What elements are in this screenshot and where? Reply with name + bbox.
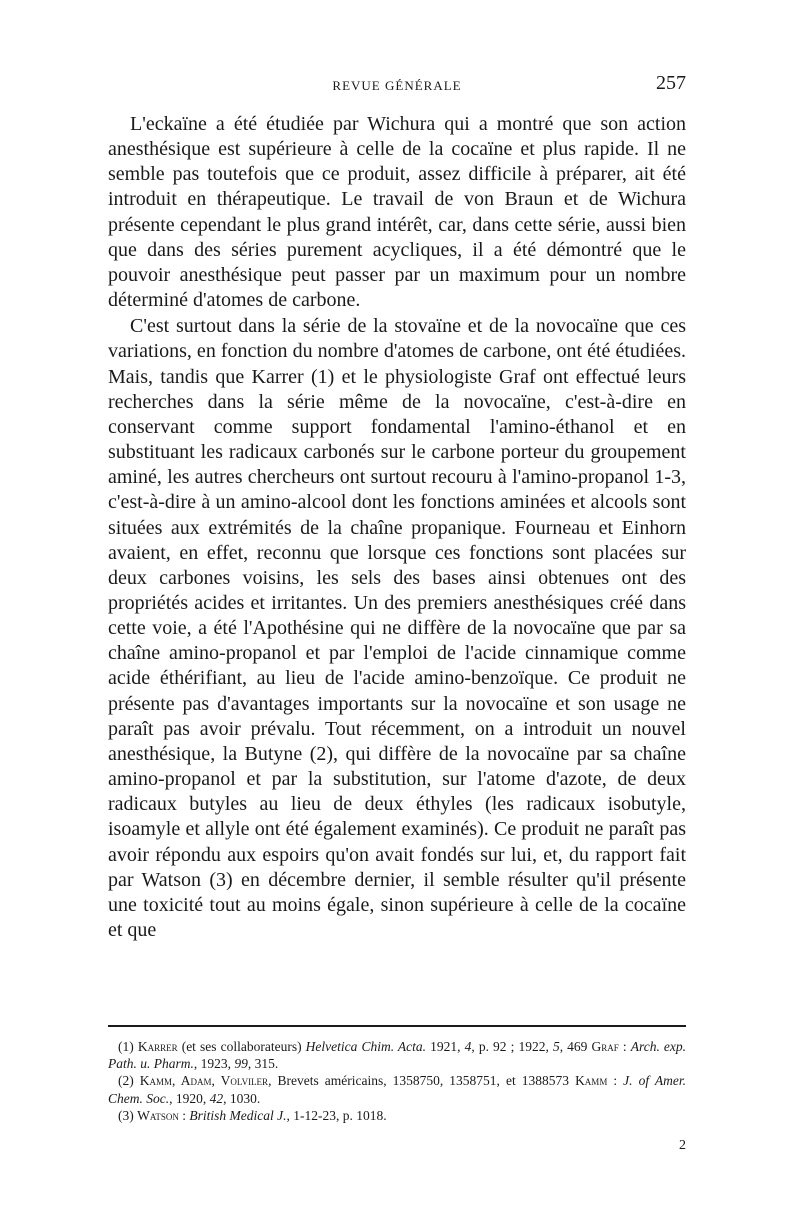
paragraph: L'eckaïne a été étudiée par Wichura qui a montré que son action anesthésique est supérieure à celle de la cocaïne et plus rapide. Il ne semble pas toutefois que ce produit, assez difficile à préparer, ait été introduit en thérapeutique. Le travail de von Braun et de Wichura présente cependant le plus grand intérêt, car, dans cette série, aussi bien que dans des séries purement acycliques, il a été démontré que le pouvoir anesthésique peut passer par un maximum pour un nombre déterminé d'atomes de carbone. <box>108 113 686 312</box>
footnote-text: , Brevets américains, 1358750, 1358751, et 1388573 <box>268 1073 576 1089</box>
footnote-text: , 1-12-23, p. 1018. <box>286 1107 387 1123</box>
footnotes <box>108 1038 686 1124</box>
journal-title: British Medical J. <box>189 1107 287 1123</box>
footnote-text: : <box>618 1039 631 1054</box>
page-number: 257 <box>656 72 686 94</box>
body-text <box>108 112 686 943</box>
footnote-text: , p. 92 ; 1922, <box>471 1039 553 1054</box>
author-name: Kamm <box>575 1073 608 1089</box>
volume-number: 42 <box>209 1090 224 1106</box>
journal-title: Helvetica Chim. Acta. <box>305 1039 427 1054</box>
footnote-text: (et ses collaborateurs) <box>177 1039 306 1054</box>
author-name: Watson <box>137 1107 179 1123</box>
footnote-text: , 1030. <box>223 1090 261 1106</box>
volume-number: 99 <box>234 1056 248 1072</box>
footnote-text: , 469 <box>559 1039 592 1054</box>
running-title: REVUE GÉNÉRALE <box>332 78 462 93</box>
footnote-2 <box>108 1072 686 1106</box>
footnote-text: , 1923, <box>193 1056 235 1072</box>
author-name: Karrer <box>137 1039 178 1054</box>
author-name: Graf <box>591 1039 619 1054</box>
journal-title: J. of Amer. Chem. Soc. <box>108 1073 686 1106</box>
signature-mark: 2 <box>679 1138 686 1153</box>
paragraph: C'est surtout dans la série de la stovaïne et de la novocaïne que ces variations, en fonction du nombre d'atomes de carbone, ont été étudiées. Mais, tandis que Karrer (1) et le physiologiste Graf ont effectué leurs recherches dans la série même de la novocaïne, c'est-à-dire en conservant comme support fondamental l'amino-éthanol et en substituant les radicaux carbonés sur le carbone porteur du groupement aminé, les autres chercheurs ont surtout recouru à l'amino-propanol 1-3, c'est-à-dire à un amino-alcool dont les fonctions aminées et alcools sont situées aux extrémités de la chaîne propanique. Fourneau et Einhorn avaient, en effet, reconnu que lorsque ces fonctions sont placées sur deux carbones voisins, les sels des bases ainsi obtenues ont des propriétés acides et irritantes. Un des premiers anesthésiques créé dans cette voie, a été l'Apothésine qui ne diffère de la novocaïne que par sa chaîne amino-propanol et par l'emploi de l'acide cinnamique comme acide éthérifiant, au lieu de l'acide amino-benzoïque. Ce produit ne présente pas d'avantages importants sur la novocaïne et son usage ne paraît pas avoir prévalu. Tout récemment, on a introduit un nouvel anesthésique, la Butyne (2), qui diffère de la novocaïne par sa chaîne amino-propanol et par la substitution, sur l'atome d'azote, de deux radicaux butyles au lieu de deux éthyles (les radicaux isobutyle, isoamyle et allyle ont été également examinés). Ce produit ne paraît pas avoir répondu aux espoirs qu'on avait fondés sur lui, et, du rapport fait par Watson (3) en décembre dernier, il semble résulter qu'il présente une toxicité tout au moins égale, sinon supérieure à celle de la cocaïne et que <box>108 315 686 941</box>
footnote-text: , 1920, <box>169 1090 210 1106</box>
volume-number: 5 <box>552 1039 560 1054</box>
journal-title: Arch. exp. Path. u. Pharm. <box>108 1039 687 1072</box>
footnote-1 <box>108 1038 686 1072</box>
footnote-marker: (2) <box>118 1073 140 1089</box>
author-name: Kamm, Adam, Volviler <box>139 1073 269 1089</box>
footnote-marker: (1) <box>118 1039 138 1054</box>
footnote-marker: (3) <box>118 1107 138 1123</box>
footnote-text: : <box>607 1073 624 1089</box>
running-header <box>108 72 686 102</box>
footnote-rule <box>108 1025 686 1027</box>
footnote-3 <box>108 1107 686 1124</box>
footnote-text: , 315. <box>247 1056 279 1072</box>
footnote-text: 1921, <box>426 1039 465 1054</box>
volume-number: 4 <box>464 1039 472 1054</box>
footnote-text: : <box>178 1107 190 1123</box>
